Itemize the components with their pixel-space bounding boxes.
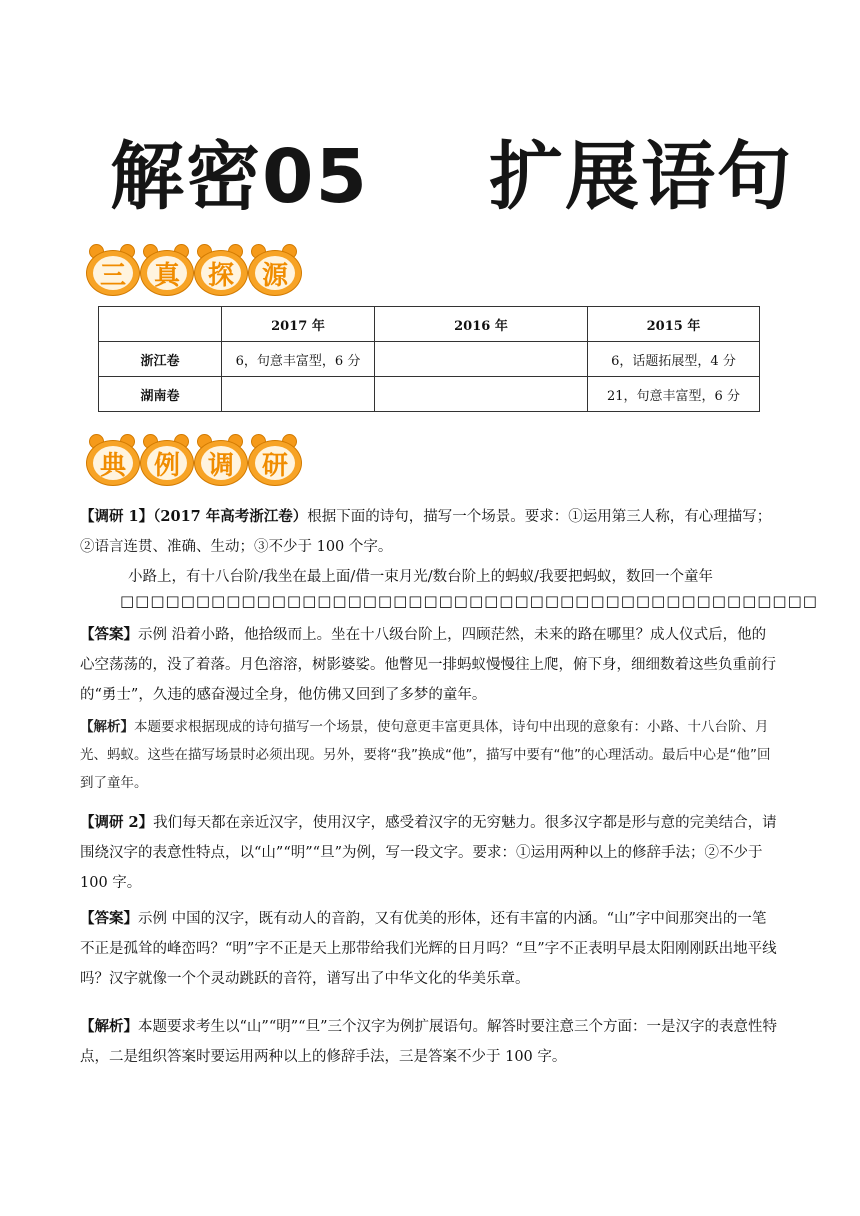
table-row: 湖南卷 21，句意丰富型，6 分 (99, 377, 760, 412)
q1-question: 【调研 1】（2017 年高考浙江卷）根据下面的诗句，描写一个场景。要求：①运用第三人称，有心理描写；②语言连贯、准确、生动；③不少于 100 个字。 (80, 508, 772, 555)
banner-badge: 例 (140, 440, 192, 484)
title-left: 解密 (110, 134, 262, 220)
table-row: 浙江卷 6，句意丰富型，6 分 6，话题拓展型，4 分 (99, 342, 760, 377)
q2-question: 【调研 2】我们每天都在亲近汉字，使用汉字，感受着汉字的无穷魅力。很多汉字都是形与意的完美结合，请围绕汉字的表意性特点，以“山”“明”“旦”为例，写一段文字。要求：①运用两种以上的修辞手法；②不少于 100 字。 (80, 814, 777, 891)
q1-answer: 【答案】示例 沿着小路，他拾级而上。坐在十八级台阶上，四顾茫然，未来的路在哪里？成人仪式后，他的心空荡荡的，没了着落。月色溶溶，树影婆娑。他瞥见一排蚂蚁慢慢往上爬，俯下身，细细数着这些负重前行的“勇士”，久违的感奋漫过全身，他仿佛又回到了多梦的童年。 (80, 626, 776, 703)
q1-analysis: 【解析】本题要求根据现成的诗句描写一个场景，使句意更丰富更具体，诗句中出现的意象有：小路、十八台阶、月光、蚂蚁。这些在描写场景时必须出现。另外，要将“我”换成“他”，描写中要有“他”的心理活动。最后中心是“他”回到了童年。 (80, 719, 771, 791)
banner-badge: 调 (194, 440, 246, 484)
table-header-row: 2017 年 2016 年 2015 年 (99, 307, 760, 342)
banner-badge: 真 (140, 250, 192, 294)
banner-badge: 典 (86, 440, 138, 484)
section-banner-dianli (86, 440, 300, 484)
q1-poem: 小路上，有十八台阶/我坐在最上面/借一束月光/数台阶上的蚂蚁/我要把蚂蚁，数回一个童年 (128, 569, 714, 585)
q1-answer-boxes: □□□□□□□□□□□□□□□□□□□□□□□□□□□□□□□□□□□□□□□□□□□□□□ (120, 592, 818, 610)
title-right: 扩展语句 (488, 134, 793, 220)
title-number: 05 (262, 134, 369, 220)
section-banner-sanzhen (86, 250, 300, 294)
q2-analysis: 【解析】本题要求考生以“山”“明”“旦”三个汉字为例扩展语句。解答时要注意三个方面：一是汉字的表意性特点，二是组织答案时要运用两种以上的修辞手法，三是答案不少于 100 字。 (80, 1018, 777, 1065)
page-title (110, 118, 793, 220)
banner-badge: 三 (86, 250, 138, 294)
banner-badge: 探 (194, 250, 246, 294)
q2-answer: 【答案】示例 中国的汉字，既有动人的音韵，又有优美的形体，还有丰富的内涵。“山”字中间那突出的一笔不正是孤耸的峰峦吗？“明”字不正是天上那带给我们光辉的日月吗？“旦”字不正表明早晨太阳刚刚跃出地平线吗？汉字就像一个个灵动跳跃的音符，谱写出了中华文化的华美乐章。 (80, 910, 777, 987)
exam-table (98, 306, 760, 412)
banner-badge: 源 (248, 250, 300, 294)
banner-badge: 研 (248, 440, 300, 484)
